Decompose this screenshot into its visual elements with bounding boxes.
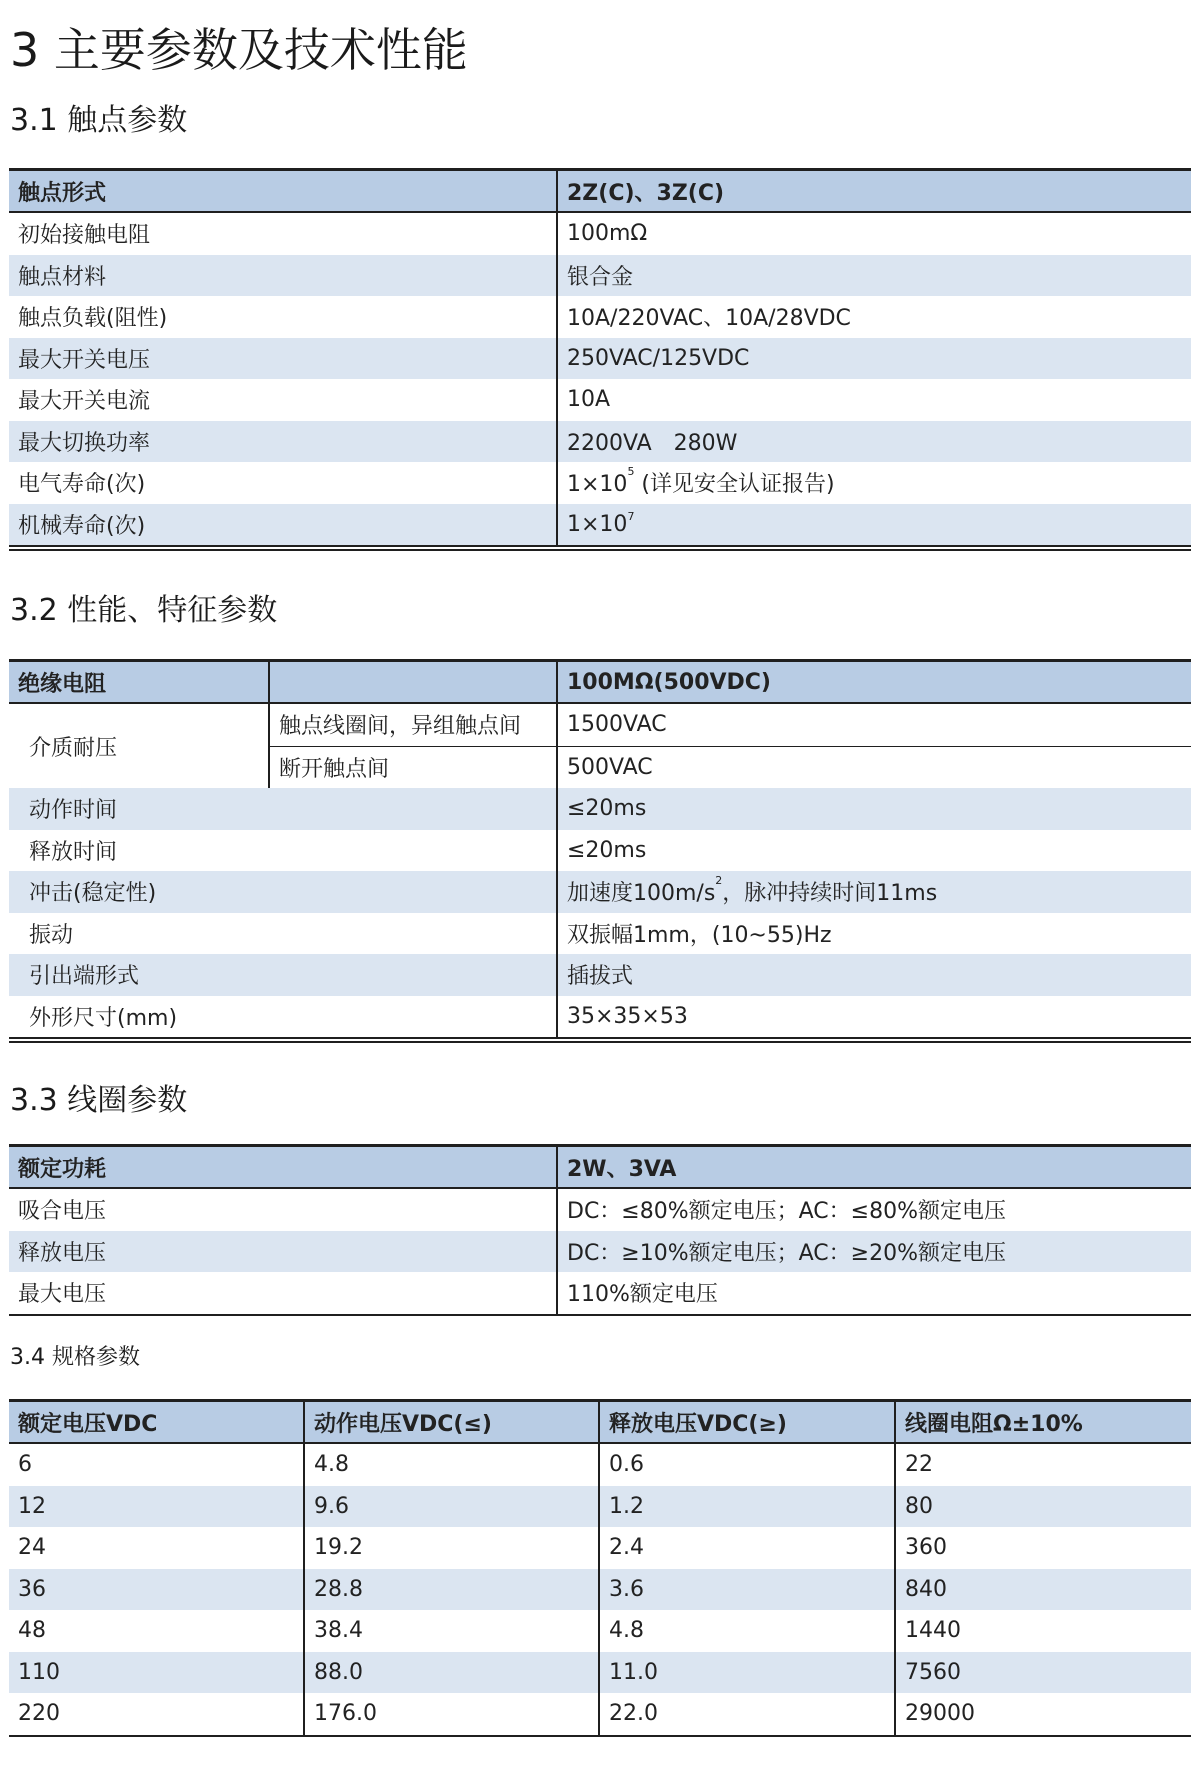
table-row [9,379,1191,421]
cell: 11.0 [599,1652,895,1694]
cell: 1.2 [599,1486,895,1528]
row-label: 冲击(稳定性) [9,871,557,913]
row-label: 释放时间 [9,830,557,872]
row-value: 10A [567,387,611,413]
header-cell: 额定电压VDC [9,1401,304,1444]
table-header-row [9,1146,1191,1189]
row-value: 10A/220VAC、10A/28VDC [567,306,851,332]
row-value: 500VAC [567,754,653,780]
row-sublabel: 断开触点间 [269,746,557,788]
row-value: 双振幅1mm，(10~55)Hz [567,922,832,948]
value-base: 1×10 [567,511,628,537]
row-value: 100mΩ [567,221,648,247]
value-note: (详见安全认证报告) [634,472,835,498]
section-3-3-title: 3.3 线圈参数 [10,1083,188,1118]
section-3-2-title: 3.2 性能、特征参数 [10,593,278,628]
row-label: 振动 [9,913,557,955]
table-row [9,1569,1191,1611]
header-cell: 100MΩ(500VDC) [557,661,1191,704]
table-row [9,954,1191,996]
performance-params-table [9,659,1191,1043]
value-exponent: 5 [627,465,635,479]
row-value [557,504,1191,549]
row-label: 电气寿命(次) [9,462,557,504]
row-label: 释放电压 [9,1231,557,1273]
row-label: 最大开关电压 [9,338,557,380]
value-base: 加速度100m/s [567,881,716,907]
cell: 110 [9,1652,304,1694]
header-cell: 绝缘电阻 [9,661,269,704]
table-row [9,1188,1191,1231]
cell: 36 [9,1569,304,1611]
table-row [9,871,1191,913]
header-cell: 2Z(C)、3Z(C) [557,170,1191,213]
header-cell: 动作电压VDC(≤) [304,1401,599,1444]
cell: 24 [9,1527,304,1569]
table-header-row [9,661,1191,704]
row-value [557,462,1191,504]
row-value: 250VAC/125VDC [557,338,1191,380]
value-base: 1×10 [567,472,628,498]
table-row [9,913,1191,955]
section-3-4-title: 3.4 规格参数 [10,1345,140,1370]
table-row [9,504,1191,549]
table-header-row [9,170,1191,213]
cell: 29000 [895,1693,1191,1736]
table-row [9,296,1191,338]
row-label: 最大电压 [9,1272,557,1315]
row-value: ≤20ms [567,837,647,863]
cell: 840 [895,1569,1191,1611]
table-row [9,996,1191,1041]
row-label: 触点负载(阻性) [9,296,557,338]
cell: 88.0 [304,1652,599,1694]
coil-params-table [9,1144,1191,1316]
table-row [9,1443,1191,1486]
table-row [9,1527,1191,1569]
table-row [9,1610,1191,1652]
header-cell: 释放电压VDC(≥) [599,1401,895,1444]
cell: 38.4 [304,1610,599,1652]
cell: 176.0 [304,1693,599,1736]
cell: 2.4 [599,1527,895,1569]
table-row [9,421,1191,463]
cell: 360 [905,1535,947,1561]
header-cell: 线圈电阻Ω±10% [895,1401,1191,1444]
row-label: 吸合电压 [9,1188,557,1231]
row-value: DC：≤80%额定电压；AC：≤80%额定电压 [567,1199,1006,1225]
table-row [9,830,1191,872]
cell: 28.8 [304,1569,599,1611]
row-label: 初始接触电阻 [9,212,557,255]
header-cell: 触点形式 [9,170,557,213]
row-value: 35×35×53 [567,1003,688,1029]
cell: 12 [9,1486,304,1528]
table-row [9,212,1191,255]
table-row [9,255,1191,297]
row-label: 引出端形式 [9,954,557,996]
table-row [9,462,1191,504]
cell: 4.8 [304,1443,599,1486]
row-value: 银合金 [557,255,1191,297]
page-title: 3 主要参数及技术性能 [10,23,468,77]
table-header-row [9,1401,1191,1444]
table-row [9,338,1191,380]
row-label: 动作时间 [9,788,557,830]
cell: 19.2 [304,1527,599,1569]
value-note: ，脉冲持续时间11ms [722,881,938,907]
cell: 48 [9,1610,304,1652]
cell: 4.8 [599,1610,895,1652]
section-3-1-title: 3.1 触点参数 [10,103,188,138]
row-value: 插拔式 [557,954,1191,996]
cell: 22 [905,1452,933,1478]
row-label: 最大开关电流 [9,379,557,421]
row-value: 2200VA 280W [557,421,1191,463]
value-exponent: 7 [627,509,635,523]
row-label: 触点材料 [9,255,557,297]
row-label: 最大切换功率 [9,421,557,463]
row-sublabel: 触点线圈间，异组触点间 [269,703,557,746]
contact-params-table [9,168,1191,551]
value-exponent: 2 [715,874,723,888]
row-value [557,871,1191,913]
row-value: 110%额定电压 [557,1272,1191,1315]
cell: 6 [9,1443,304,1486]
row-value: 1500VAC [557,703,1191,746]
table-row [9,788,1191,830]
row-label: 外形尺寸(mm) [9,996,557,1041]
cell: 7560 [895,1652,1191,1694]
header-cell [269,661,557,704]
table-row [9,1652,1191,1694]
row-label: 介质耐压 [9,703,269,788]
header-cell: 2W、3VA [557,1146,1191,1189]
header-cell: 额定功耗 [9,1146,557,1189]
table-row [9,1272,1191,1315]
cell: 3.6 [599,1569,895,1611]
cell: 80 [895,1486,1191,1528]
row-value: DC：≥10%额定电压；AC：≥20%额定电压 [557,1231,1191,1273]
cell: 22.0 [599,1693,895,1736]
table-row [9,703,1191,746]
spec-params-table [9,1399,1191,1737]
table-row [9,1693,1191,1736]
table-row [9,1231,1191,1273]
row-label: 机械寿命(次) [9,504,557,549]
cell: 0.6 [599,1443,895,1486]
table-row [9,1486,1191,1528]
row-value: ≤20ms [557,788,1191,830]
cell: 9.6 [304,1486,599,1528]
cell: 1440 [905,1618,961,1644]
cell: 220 [9,1693,304,1736]
